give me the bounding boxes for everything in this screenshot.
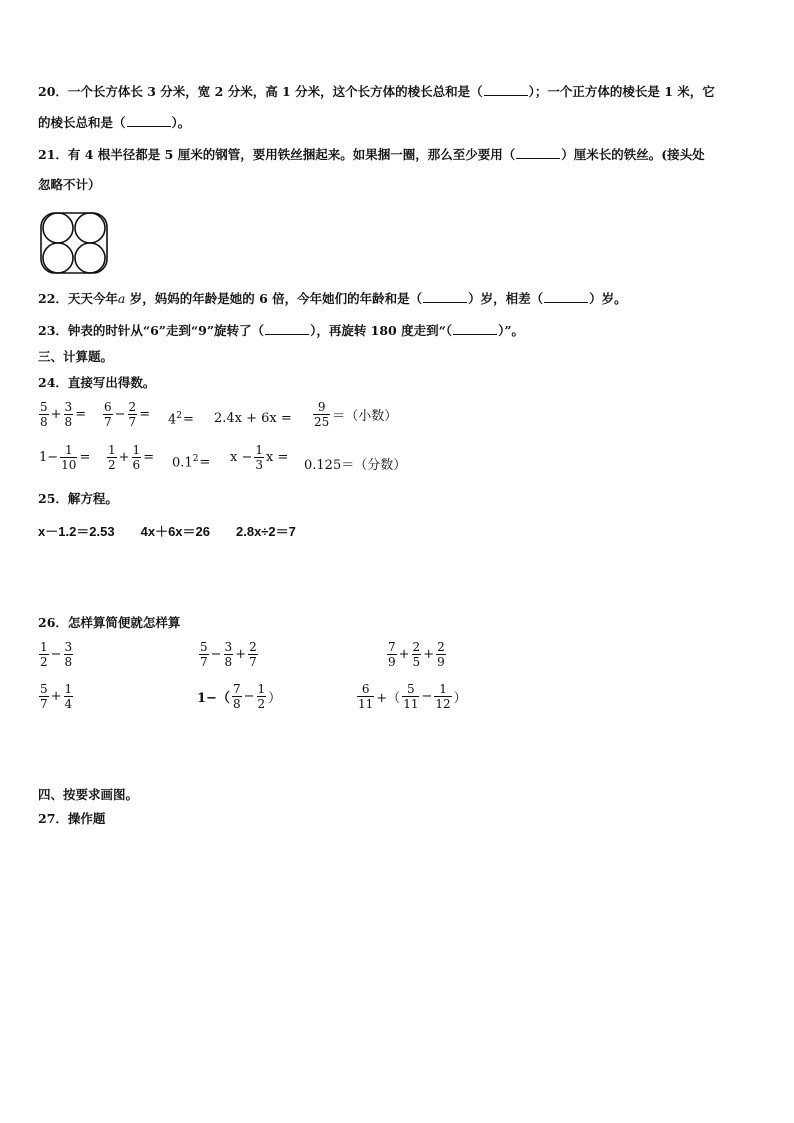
calc-24-4: 2.4x + 6x =	[214, 411, 292, 426]
calc-24-3: $4^2=$	[168, 411, 194, 428]
question-20-line1: 20．一个长方体长 3 分米，宽 2 分米，高 1 分米，这个长方体的棱长总和是（ ）；一个正方体的棱长是 1 米，它	[38, 84, 715, 99]
calc-24-5: $\frac{9}{25}$ ＝（小数）	[314, 400, 398, 429]
calc-24-2: $\frac{6}{7}$ − $\frac{2}{7}$ =	[104, 400, 151, 429]
simplify-26-1: $\frac{1}{2}$ − $\frac{3}{8}$	[40, 640, 73, 669]
answer-blank[interactable]	[453, 322, 497, 335]
simplify-26-6: $\frac{6}{11}$ +（ $\frac{5}{11}$ − $\frac{1}{12}$ ）	[358, 682, 467, 711]
calc-24-10: 0.125＝（分数）	[304, 458, 407, 473]
equation-3: 2.8x÷2＝7	[236, 524, 296, 539]
question-21-line1: 21．有 4 根半径都是 5 厘米的钢管，要用铁丝捆起来。如果捆一圈，那么至少要用（ ）厘米长的铁丝。(接头处	[38, 147, 705, 162]
answer-blank[interactable]	[127, 114, 171, 127]
answer-blank[interactable]	[423, 290, 467, 303]
calc-24-6: 1− $\frac{1}{10}$ =	[39, 443, 91, 472]
simplify-26-5: 1−（ $\frac{7}{8}$ − $\frac{1}{2}$ ）	[197, 682, 282, 711]
answer-blank[interactable]	[544, 290, 588, 303]
answer-blank[interactable]	[265, 322, 309, 335]
equations-row	[38, 521, 322, 540]
question-20-line2: 的棱长总和是（ ）。	[38, 115, 191, 130]
question-25-title: 25．解方程。	[38, 491, 118, 506]
question-22: 22．天天今年a 岁，妈妈的年龄是她的 6 倍，今年她们的年龄和是（ ）岁，相差（ ）岁。	[38, 291, 627, 306]
simplify-26-2: $\frac{5}{7}$ − $\frac{3}{8}$ + $\frac{2}{7}$	[200, 640, 257, 669]
simplify-26-3: $\frac{7}{9}$ + $\frac{2}{5}$ + $\frac{2}{9}$	[388, 640, 445, 669]
calc-24-1: $\frac{5}{8}$ + $\frac{3}{8}$ =	[40, 400, 87, 429]
question-24-title: 24．直接写出得数。	[38, 375, 156, 390]
pipes-diagram	[40, 212, 110, 276]
calc-24-7: $\frac{1}{2}$ + $\frac{1}{6}$ =	[108, 443, 155, 472]
question-27-title: 27．操作题	[38, 811, 106, 826]
equation-2: 4x＋6x＝26	[140, 524, 210, 539]
calc-24-8: $0.1^2=$	[172, 454, 211, 471]
four-pipes-figure	[40, 212, 110, 280]
equation-1: x－1.2＝2.53	[38, 524, 115, 539]
question-23: 23．钟表的时针从“6”走到“9”旋转了（ ），再旋转 180 度走到“（ ）”。	[38, 323, 525, 338]
question-26-title: 26．怎样算简便就怎样算	[38, 615, 181, 630]
simplify-26-4: $\frac{5}{7}$ + $\frac{1}{4}$	[40, 682, 73, 711]
question-21-line2: 忽略不计）	[38, 177, 101, 192]
answer-blank[interactable]	[484, 83, 528, 96]
answer-blank[interactable]	[516, 146, 560, 159]
calc-24-9: x − $\frac{1}{3}$ x =	[230, 443, 289, 472]
section-4-heading: 四、按要求画图。	[38, 787, 139, 802]
section-3-heading: 三、计算题。	[38, 349, 114, 364]
